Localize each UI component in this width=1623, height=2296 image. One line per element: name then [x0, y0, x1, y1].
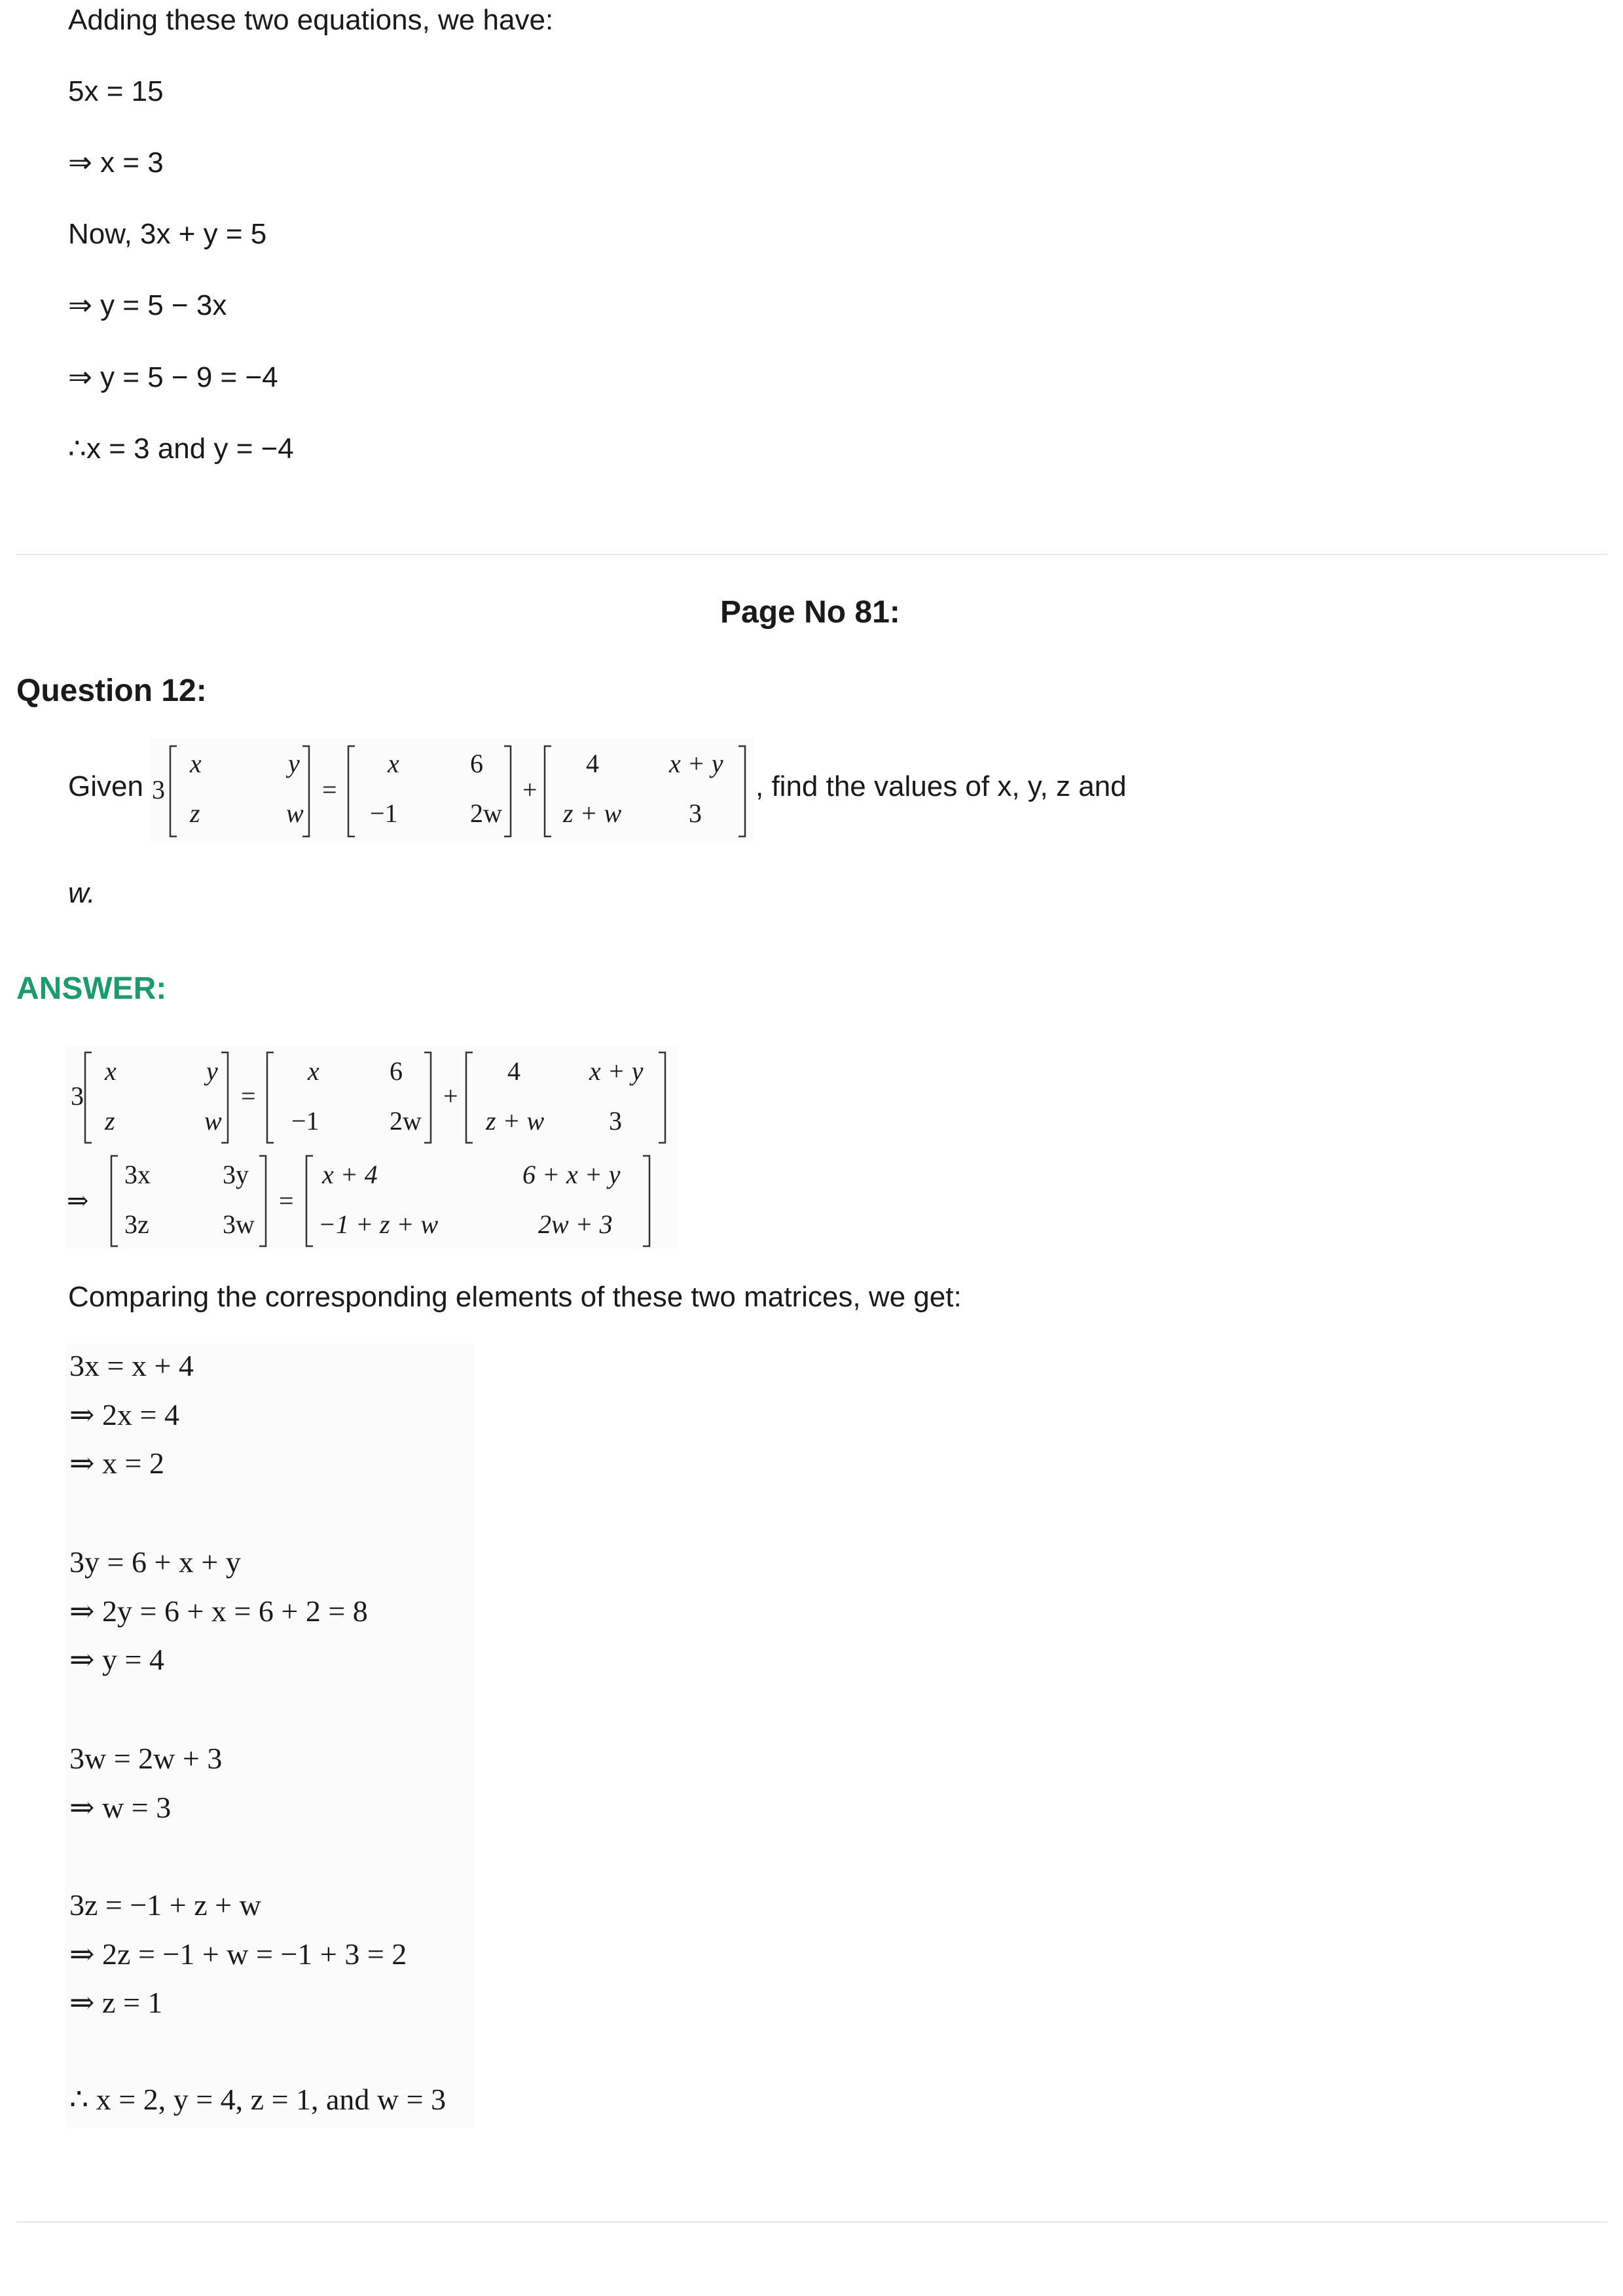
a-m2-left-bracket [267, 1052, 274, 1143]
q-m2-six: 6 [470, 749, 483, 778]
a-r-3w: 3w [223, 1210, 255, 1239]
question-tail: , find the values of x, y, z and [756, 770, 1127, 802]
a-plus: + [443, 1081, 458, 1111]
question-tail-w: w. [68, 877, 96, 909]
step-y-1: 3y = 6 + x + y [69, 1545, 241, 1579]
prev-line-2: ⇒ x = 3 [68, 147, 164, 179]
q-m1-w: w [286, 798, 304, 828]
prev-intro: Adding these two equations, we have: [68, 4, 554, 36]
q-m3-left-bracket [545, 746, 551, 836]
answer-matrix-equations [65, 1046, 678, 1249]
a-r-m1-left-bracket [111, 1156, 118, 1246]
a-r-xp4: x + 4 [322, 1160, 378, 1189]
step-x-2: ⇒ 2x = 4 [69, 1398, 179, 1431]
q-plus: + [522, 775, 538, 804]
a-m1-left-bracket [85, 1052, 92, 1143]
a-r-m2-left-bracket [306, 1156, 313, 1246]
a-r-6xy: 6 + x + y [522, 1160, 621, 1189]
q-m1-z: z [190, 798, 200, 828]
q-m2-x: x [388, 749, 399, 778]
q-m2-left-bracket [348, 746, 355, 836]
divider-bottom [16, 2221, 1607, 2223]
q-m3-four: 4 [586, 749, 599, 778]
q-m2-2w: 2w [470, 798, 502, 828]
a-r-3y: 3y [223, 1160, 249, 1189]
a-implies: ⇒ [67, 1186, 89, 1215]
a-r-m1zw: −1 + z + w [318, 1210, 439, 1239]
a-equals: = [241, 1081, 256, 1111]
divider-top [16, 554, 1607, 555]
a-r-equals: = [279, 1186, 294, 1215]
a-m3-three: 3 [609, 1106, 622, 1136]
q-m3-three: 3 [689, 798, 702, 828]
step-y-2: ⇒ 2y = 6 + x = 6 + 2 = 8 [69, 1594, 368, 1628]
a-m3-xpy: x + y [589, 1056, 644, 1086]
a-m1-y: y [206, 1056, 218, 1086]
step-z-1: 3z = −1 + z + w [69, 1888, 261, 1922]
a-m3-right-bracket [659, 1052, 665, 1143]
a-m2-right-bracket [424, 1052, 431, 1143]
q-m1-left-bracket [170, 746, 177, 836]
final-answer: ∴ x = 2, y = 4, z = 1, and w = 3 [69, 2083, 447, 2116]
a-r-m2-right-bracket [643, 1156, 649, 1246]
q-m1-y: y [288, 749, 300, 778]
prev-line-5: ⇒ y = 5 − 9 = −4 [68, 361, 278, 393]
step-z-3: ⇒ z = 1 [69, 1986, 163, 2019]
q-m2-right-bracket [504, 746, 511, 836]
a-m2-2w: 2w [390, 1106, 422, 1136]
a-m3-zpw: z + w [486, 1106, 545, 1136]
q-coef: 3 [152, 775, 165, 804]
q-m3-xpy: x + y [669, 749, 723, 778]
step-w-2: ⇒ w = 3 [69, 1791, 172, 1824]
q-m2-minus1: −1 [370, 798, 398, 828]
a-m2-six: 6 [390, 1056, 403, 1086]
question-matrix-equation [151, 738, 753, 843]
a-m2-minus1: −1 [291, 1106, 319, 1136]
answer-label: ANSWER: [16, 971, 167, 1006]
page-number-label: Page No 81: [720, 595, 900, 630]
a-m1-w: w [204, 1106, 222, 1136]
q-m3-right-bracket [739, 746, 745, 836]
a-coef: 3 [71, 1081, 84, 1111]
step-z-2: ⇒ 2z = −1 + w = −1 + 3 = 2 [69, 1937, 407, 1971]
prev-line-4: ⇒ y = 5 − 3x [68, 289, 227, 321]
a-m1-x: x [105, 1056, 117, 1086]
step-y-3: ⇒ y = 4 [69, 1643, 164, 1676]
a-r-3x: 3x [124, 1160, 151, 1189]
question-title: Question 12: [16, 673, 207, 708]
question-given: Given [68, 770, 143, 802]
a-m1-z: z [105, 1106, 115, 1136]
a-r-m1-right-bracket [259, 1156, 266, 1246]
q-equals: = [322, 775, 337, 804]
step-x-3: ⇒ x = 2 [69, 1446, 164, 1480]
prev-line-3: Now, 3x + y = 5 [68, 218, 267, 250]
step-x-1: 3x = x + 4 [69, 1349, 194, 1382]
a-m3-left-bracket [466, 1052, 473, 1143]
prev-line-1: 5x = 15 [68, 75, 164, 107]
a-r-3z: 3z [124, 1210, 149, 1239]
a-m3-four: 4 [507, 1056, 520, 1086]
a-r-2w3: 2w + 3 [538, 1210, 613, 1239]
a-m1-right-bracket [221, 1052, 228, 1143]
comparing-text: Comparing the corresponding elements of these two matrices, we get: [68, 1281, 962, 1313]
q-m3-zpw: z + w [563, 798, 622, 828]
prev-line-6: ∴x = 3 and y = −4 [68, 433, 294, 465]
step-w-1: 3w = 2w + 3 [69, 1742, 223, 1775]
a-m2-x: x [308, 1056, 319, 1086]
q-m1-x: x [190, 749, 202, 778]
